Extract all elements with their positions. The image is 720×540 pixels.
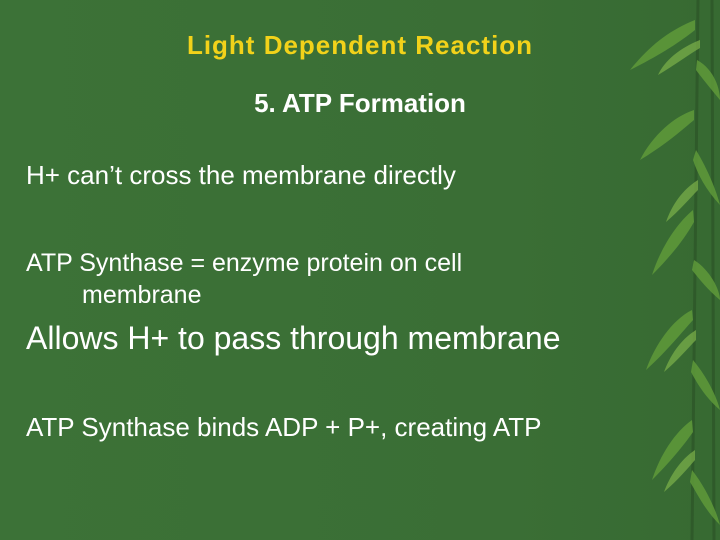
bullet-2-line-1: ATP Synthase = enzyme protein on cell bbox=[26, 249, 463, 277]
bullet-1: H+ can’t cross the membrane directly bbox=[26, 160, 456, 190]
bullet-2 bbox=[26, 247, 462, 311]
slide-subtitle: 5. ATP Formation bbox=[254, 88, 466, 118]
bullet-4: ATP Synthase binds ADP + P+, creating ATP bbox=[26, 412, 542, 442]
bullet-2-line-2: membrane bbox=[82, 281, 202, 309]
slide-title: Light Dependent Reaction bbox=[186, 30, 534, 60]
bamboo-leaves-decoration bbox=[580, 0, 720, 540]
bullet-3: Allows H+ to pass through membrane bbox=[26, 320, 561, 356]
